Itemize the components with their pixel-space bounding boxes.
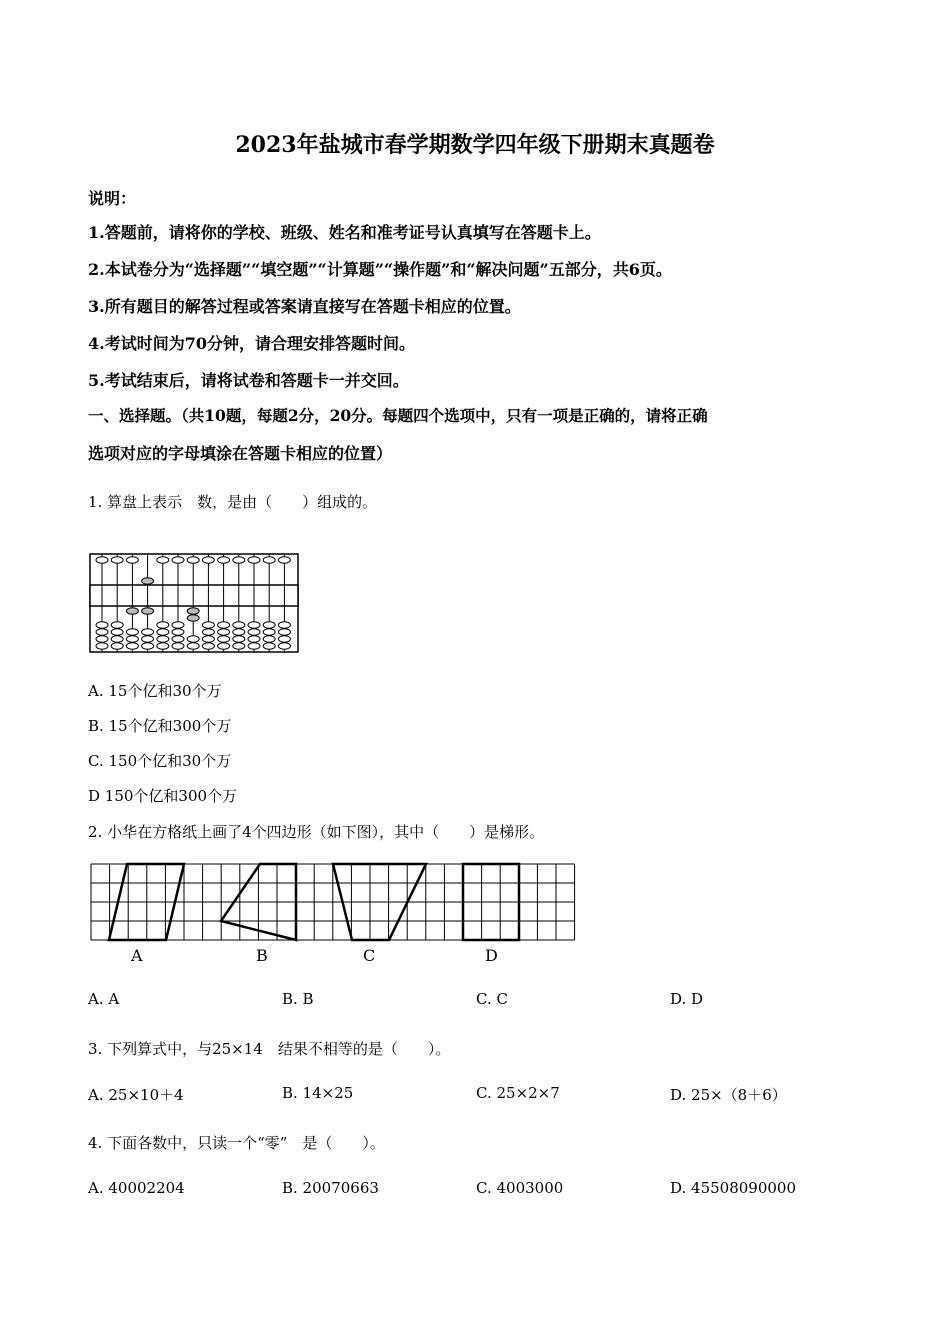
q2-option-c[interactable]: C. C xyxy=(476,990,508,1008)
abacus-bead xyxy=(233,557,245,563)
abacus-bead xyxy=(96,622,108,628)
abacus-bead xyxy=(126,636,138,642)
quadrilateral-grid-figure xyxy=(90,862,580,944)
abacus-bead xyxy=(248,557,260,563)
section-heading: 一、选择题。（共10题，每题2分，20分。每题四个选项中，只有一项是正确的，请将正确 xyxy=(88,406,708,425)
figure-label-a: A xyxy=(131,946,143,965)
abacus-bead xyxy=(157,557,169,563)
abacus-bead xyxy=(233,643,245,649)
abacus-bead xyxy=(187,615,199,621)
abacus-bead xyxy=(157,629,169,635)
abacus-bead xyxy=(233,622,245,628)
abacus-bead xyxy=(172,636,184,642)
abacus-bead xyxy=(202,636,214,642)
q3-option-a[interactable]: A. 25×10＋4 xyxy=(88,1086,184,1104)
q2-option-d[interactable]: D. D xyxy=(670,990,704,1008)
abacus-bead xyxy=(172,629,184,635)
abacus-bead xyxy=(187,636,199,642)
abacus-bead xyxy=(111,636,123,642)
abacus-bead xyxy=(96,636,108,642)
abacus-bead xyxy=(126,643,138,649)
q4-option-a[interactable]: A. 40002204 xyxy=(88,1179,185,1197)
notes-heading: 说明： xyxy=(88,189,137,208)
q1-option-d[interactable]: D 150个亿和300个万 xyxy=(88,787,238,805)
abacus-bead xyxy=(263,622,275,628)
abacus-bead xyxy=(157,622,169,628)
abacus-bead xyxy=(187,557,199,563)
abacus-bead xyxy=(142,578,154,584)
figure-label-d: D xyxy=(485,946,498,965)
q4-option-c[interactable]: C. 4003000 xyxy=(476,1179,564,1197)
q3-option-d[interactable]: D. 25×（8＋6） xyxy=(670,1086,787,1104)
abacus-bead xyxy=(126,629,138,635)
abacus-bead xyxy=(278,643,290,649)
abacus-bead xyxy=(218,557,230,563)
note-item-2: 2.本试卷分为“选择题”“填空题”“计算题”“操作题”和“解决问题”五部分，共6页。 xyxy=(88,260,672,279)
abacus-bead xyxy=(142,629,154,635)
abacus-bead xyxy=(202,643,214,649)
abacus-bead xyxy=(142,636,154,642)
abacus-bead xyxy=(111,557,123,563)
abacus-bead xyxy=(248,643,260,649)
abacus-bead xyxy=(218,636,230,642)
note-item-1: 1.答题前，请将你的学校、班级、姓名和准考证号认真填写在答题卡上。 xyxy=(88,223,601,242)
page-title: 2023年盐城市春学期数学四年级下册期末真题卷 xyxy=(235,132,715,158)
abacus-bead xyxy=(126,608,138,614)
abacus-bead xyxy=(202,557,214,563)
abacus-bead xyxy=(142,608,154,614)
q1-option-b[interactable]: B. 15个亿和300个万 xyxy=(88,717,232,735)
abacus-bead xyxy=(142,643,154,649)
q1-option-a[interactable]: A. 15个亿和30个万 xyxy=(88,682,222,700)
abacus-bead xyxy=(202,622,214,628)
q3-option-c[interactable]: C. 25×2×7 xyxy=(476,1084,560,1102)
abacus-bead xyxy=(187,643,199,649)
abacus-bead xyxy=(202,629,214,635)
abacus-bead xyxy=(172,557,184,563)
abacus-bead xyxy=(111,643,123,649)
abacus-bead xyxy=(218,622,230,628)
abacus-bead xyxy=(172,643,184,649)
abacus-bead xyxy=(233,629,245,635)
abacus-bead xyxy=(157,643,169,649)
abacus-bead xyxy=(263,643,275,649)
abacus-bead xyxy=(248,622,260,628)
abacus-bead xyxy=(96,629,108,635)
section-heading-cont: 选项对应的字母填涂在答题卡相应的位置） xyxy=(88,444,393,463)
question-1-stem: 1. 算盘上表示 数，是由（ ）组成的。 xyxy=(88,493,378,511)
abacus-bead xyxy=(96,557,108,563)
figure-label-b: B xyxy=(256,946,268,965)
abacus-bead xyxy=(218,629,230,635)
abacus-bead xyxy=(278,636,290,642)
figure-label-c: C xyxy=(363,946,376,965)
q3-option-b[interactable]: B. 14×25 xyxy=(282,1084,354,1102)
note-item-5: 5.考试结束后，请将试卷和答题卡一并交回。 xyxy=(88,371,409,390)
abacus-bead xyxy=(278,557,290,563)
abacus-bead xyxy=(263,636,275,642)
note-item-4: 4.考试时间为70分钟，请合理安排答题时间。 xyxy=(88,334,415,353)
abacus-bead xyxy=(157,636,169,642)
q2-option-b[interactable]: B. B xyxy=(282,990,314,1008)
abacus-bead xyxy=(96,643,108,649)
abacus-bead xyxy=(263,557,275,563)
abacus-bead xyxy=(218,643,230,649)
abacus-bead xyxy=(278,629,290,635)
abacus-bead xyxy=(248,636,260,642)
q4-option-b[interactable]: B. 20070663 xyxy=(282,1179,379,1197)
abacus-bead xyxy=(187,608,199,614)
question-2-stem: 2. 小华在方格纸上画了4个四边形（如下图），其中（ ）是梯形。 xyxy=(88,823,545,841)
question-3-stem: 3. 下列算式中，与25×14 结果不相等的是（ ）。 xyxy=(88,1040,451,1058)
abacus-bead xyxy=(111,622,123,628)
abacus-bead xyxy=(263,629,275,635)
note-item-3: 3.所有题目的解答过程或答案请直接写在答题卡相应的位置。 xyxy=(88,297,521,316)
abacus-bead xyxy=(172,622,184,628)
abacus-bead xyxy=(278,622,290,628)
question-4-stem: 4. 下面各数中，只读一个“零” 是（ ）。 xyxy=(88,1134,385,1152)
abacus-bead xyxy=(111,629,123,635)
q4-option-d[interactable]: D. 45508090000 xyxy=(670,1179,797,1197)
abacus-figure xyxy=(88,552,302,656)
q1-option-c[interactable]: C. 150个亿和30个万 xyxy=(88,752,232,770)
abacus-bead xyxy=(126,557,138,563)
q2-option-a[interactable]: A. A xyxy=(88,990,120,1008)
abacus-bead xyxy=(233,636,245,642)
abacus-bead xyxy=(248,629,260,635)
